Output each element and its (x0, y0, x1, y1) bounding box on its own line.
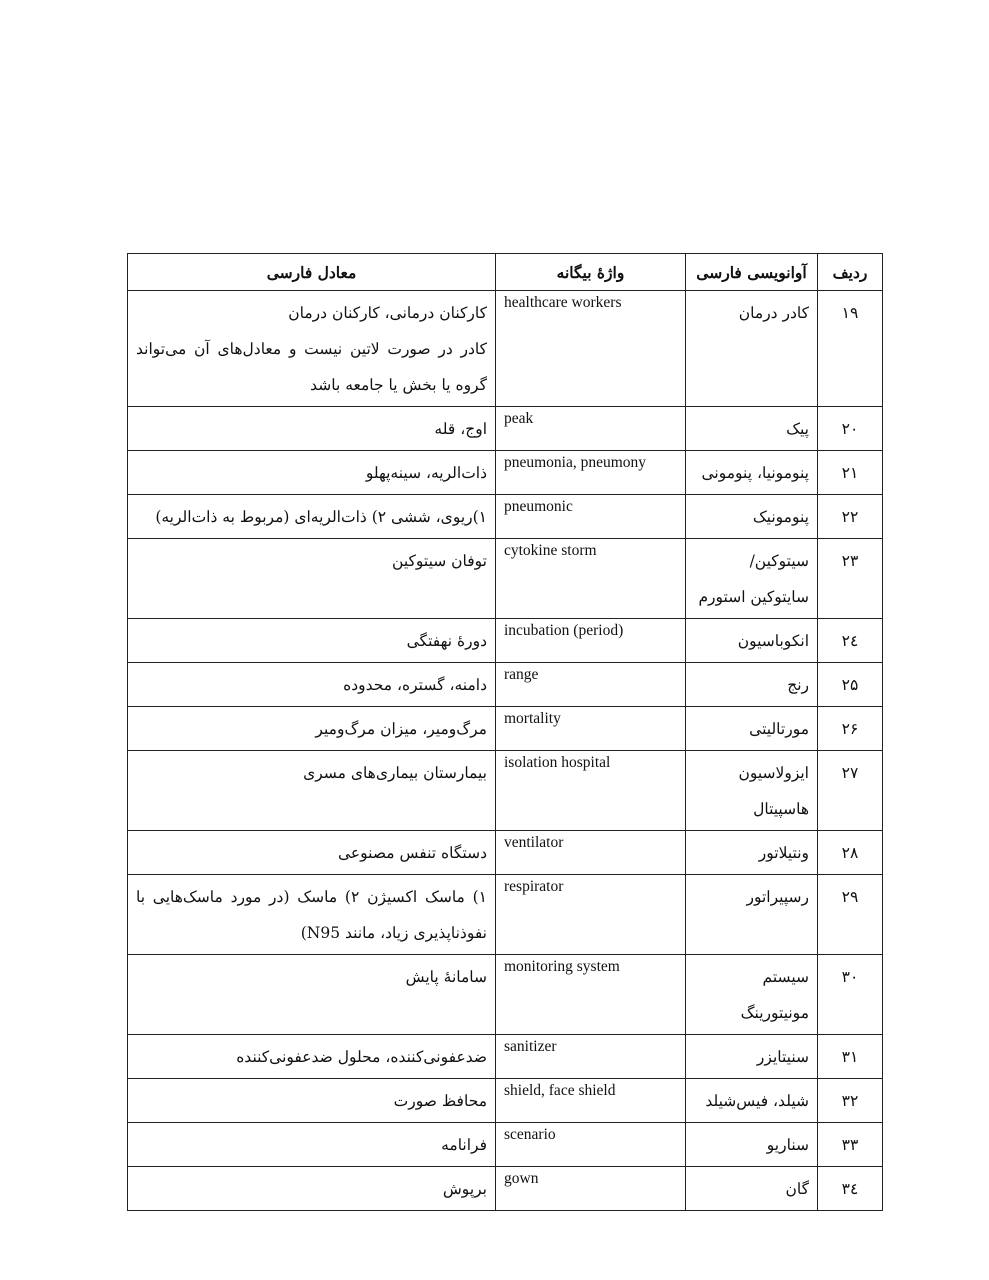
persian-equivalent-cell (128, 451, 496, 495)
persian-equivalent-cell (128, 1123, 496, 1167)
table-row (128, 451, 883, 495)
transliteration-line: سیتوکین/ (749, 552, 809, 570)
table-row (128, 1123, 883, 1167)
header-persian-equivalent: معادل فارسی (128, 254, 496, 291)
persian-transliteration-cell (686, 619, 818, 663)
table-row (128, 407, 883, 451)
row-number: ۲۱ (818, 451, 883, 495)
row-number: ۲۰ (818, 407, 883, 451)
transliteration-line: پیک (786, 420, 809, 438)
persian-equivalent-cell (128, 1167, 496, 1211)
equivalent-line: برپوش (442, 1180, 487, 1198)
row-number: ۳۲ (818, 1079, 883, 1123)
persian-transliteration-cell (686, 1167, 818, 1211)
foreign-word-cell: ventilator (496, 831, 686, 875)
table-row (128, 619, 883, 663)
transliteration-line: سنیتایزر (756, 1048, 809, 1066)
table-row (128, 875, 883, 955)
persian-transliteration-cell (686, 1079, 818, 1123)
transliteration-line: سیستم (762, 968, 809, 986)
table-row (128, 831, 883, 875)
persian-equivalent-cell (128, 955, 496, 1035)
foreign-word-cell: cytokine storm (496, 539, 686, 619)
foreign-word-cell: shield, face shield (496, 1079, 686, 1123)
transliteration-line: رسپیراتور (746, 888, 809, 906)
equivalent-line: دورهٔ نهفتگی (406, 632, 487, 650)
foreign-word-cell: respirator (496, 875, 686, 955)
persian-equivalent-cell (128, 1079, 496, 1123)
transliteration-line: شیلد، فیس‌شیلد (705, 1092, 809, 1110)
transliteration-line: سناریو (766, 1136, 809, 1154)
glossary-body (128, 291, 883, 1211)
foreign-word-cell: range (496, 663, 686, 707)
transliteration-line: هاسپیتال (753, 800, 809, 818)
foreign-word-cell: mortality (496, 707, 686, 751)
equivalent-line: ذات‌الریه، سینه‌پهلو (365, 464, 487, 482)
row-number: ۲۸ (818, 831, 883, 875)
table-row (128, 955, 883, 1035)
foreign-word-cell: gown (496, 1167, 686, 1211)
equivalent-line: کارکنان درمانی، کارکنان درمان (288, 304, 487, 322)
persian-equivalent-cell (128, 407, 496, 451)
foreign-word-cell: incubation (period) (496, 619, 686, 663)
persian-equivalent-cell (128, 539, 496, 619)
persian-equivalent-cell (128, 875, 496, 955)
table-row (128, 707, 883, 751)
equivalent-line: دامنه، گستره، محدوده (343, 676, 487, 694)
persian-transliteration-cell (686, 707, 818, 751)
equivalent-line: کادر در صورت لاتین نیست و معادل‌های آن می‌تواند (136, 340, 487, 358)
foreign-word-cell: isolation hospital (496, 751, 686, 831)
row-number: ۲۶ (818, 707, 883, 751)
header-row (128, 254, 883, 291)
transliteration-line: پنومونیک (752, 508, 809, 526)
foreign-word-cell: pneumonia, pneumony (496, 451, 686, 495)
equivalent-line: نفوذناپذیری زیاد، مانند N95) (300, 924, 487, 942)
row-number: ۲٤ (818, 619, 883, 663)
foreign-word-cell: sanitizer (496, 1035, 686, 1079)
transliteration-line: مونیتورینگ (740, 1004, 809, 1022)
persian-equivalent-cell (128, 495, 496, 539)
persian-transliteration-cell (686, 875, 818, 955)
row-number: ۱۹ (818, 291, 883, 407)
transliteration-line: مورتالیتی (749, 720, 809, 738)
foreign-word-cell: monitoring system (496, 955, 686, 1035)
persian-transliteration-cell (686, 831, 818, 875)
equivalent-line: گروه یا بخش یا جامعه باشد (310, 376, 487, 394)
row-number: ۲۳ (818, 539, 883, 619)
row-number: ۲۹ (818, 875, 883, 955)
row-number: ۳٤ (818, 1167, 883, 1211)
row-number: ۳۱ (818, 1035, 883, 1079)
table-row (128, 539, 883, 619)
header-persian-transliteration: آوانویسی فارسی (686, 254, 818, 291)
persian-transliteration-cell (686, 495, 818, 539)
equivalent-line: ضدعفونی‌کننده، محلول ضدعفونی‌کننده (236, 1048, 487, 1066)
equivalent-line: دستگاه تنفس مصنوعی (337, 844, 487, 862)
header-foreign-word: واژهٔ بیگانه (496, 254, 686, 291)
table-row (128, 1079, 883, 1123)
persian-transliteration-cell (686, 751, 818, 831)
row-number: ۲۷ (818, 751, 883, 831)
persian-transliteration-cell (686, 955, 818, 1035)
foreign-word-cell: pneumonic (496, 495, 686, 539)
foreign-word-cell: healthcare workers (496, 291, 686, 407)
persian-equivalent-cell (128, 707, 496, 751)
equivalent-line: توفان سیتوکین (392, 552, 487, 570)
persian-transliteration-cell (686, 1123, 818, 1167)
persian-transliteration-cell (686, 291, 818, 407)
transliteration-line: گان (785, 1180, 809, 1198)
row-number: ۳۳ (818, 1123, 883, 1167)
persian-equivalent-cell (128, 291, 496, 407)
transliteration-line: رنج (787, 676, 809, 694)
row-number: ۳۰ (818, 955, 883, 1035)
row-number: ۲۵ (818, 663, 883, 707)
persian-equivalent-cell (128, 663, 496, 707)
row-number: ۲۲ (818, 495, 883, 539)
transliteration-line: ایزولاسیون (738, 764, 809, 782)
equivalent-line: مرگ‌ومیر، میزان مرگ‌ومیر (315, 720, 487, 738)
table-row (128, 1035, 883, 1079)
foreign-word-cell: peak (496, 407, 686, 451)
glossary-table (127, 253, 883, 1211)
transliteration-line: ونتیلاتور (758, 844, 809, 862)
persian-transliteration-cell (686, 407, 818, 451)
transliteration-line: انکوباسیون (737, 632, 809, 650)
persian-equivalent-cell (128, 751, 496, 831)
equivalent-line: سامانهٔ پایش (405, 968, 487, 986)
table-row (128, 751, 883, 831)
table-row (128, 495, 883, 539)
header-row-number: ردیف (818, 254, 883, 291)
equivalent-line: فرانامه (441, 1136, 487, 1154)
transliteration-line: سایتوکین استورم (698, 588, 809, 606)
persian-equivalent-cell (128, 831, 496, 875)
equivalent-line: ۱)ریوی، ششی ۲) ذات‌الریه‌ای (مربوط به ذات‌الریه) (155, 508, 487, 526)
glossary-header (128, 254, 883, 291)
transliteration-line: کادر درمان (738, 304, 809, 322)
equivalent-line: ۱) ماسک اکسیژن ۲) ماسک (در مورد ماسک‌هایی با (136, 888, 487, 906)
persian-transliteration-cell (686, 539, 818, 619)
foreign-word-cell: scenario (496, 1123, 686, 1167)
transliteration-line: پنومونیا، پنومونی (701, 464, 809, 482)
persian-transliteration-cell (686, 663, 818, 707)
persian-transliteration-cell (686, 1035, 818, 1079)
equivalent-line: بیمارستان بیماری‌های مسری (303, 764, 487, 782)
table-row (128, 291, 883, 407)
table-row (128, 663, 883, 707)
equivalent-line: اوج، قله (434, 420, 487, 438)
equivalent-line: محافظ صورت (393, 1092, 487, 1110)
persian-transliteration-cell (686, 451, 818, 495)
table-row (128, 1167, 883, 1211)
persian-equivalent-cell (128, 1035, 496, 1079)
persian-equivalent-cell (128, 619, 496, 663)
